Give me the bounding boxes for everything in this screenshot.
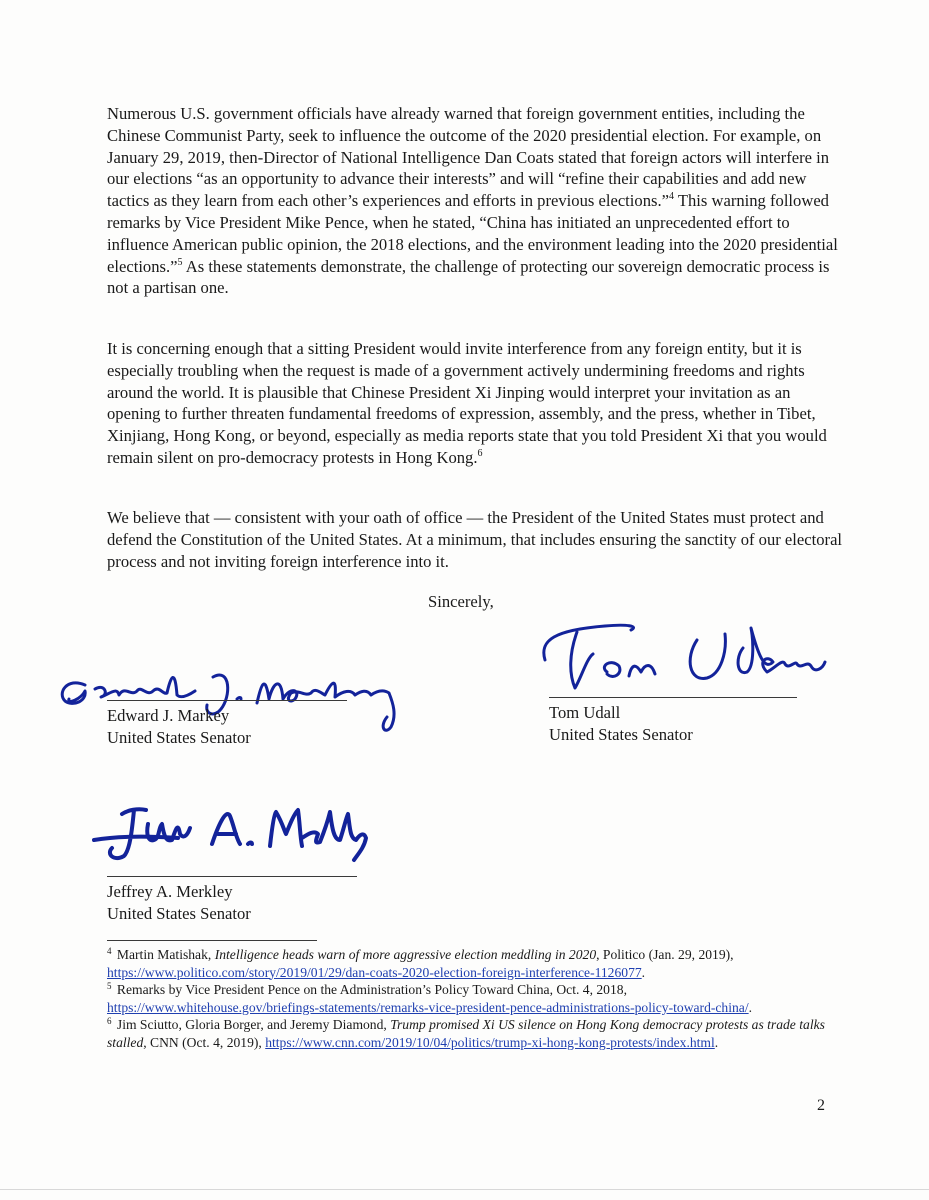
signer-title: United States Senator — [107, 904, 251, 923]
paragraph-text: Numerous U.S. government officials have already warned that foreign government entities, including the Chinese Communist Party, seek to influence the outcome of the 2020 presidential election. For example, on January 29, 2019, then-Director of National Intelligence Dan Coats stated that foreign actors will interfere in our elections “as an opportunity to advance their interests” and will “refine their capabilities and add new tactics as they learn from each other’s experiences and efforts in previous elections.” — [107, 104, 830, 211]
paragraph-text: It is concerning enough that a sitting President would invite interference from any foreign entity, but it is especially troubling when the request is made of a government actively undermining freedoms and rights around the world. It is plausible that Chinese President Xi Jinping would interpret your invitation as an opening to further threaten fundamental freedoms of expression, assembly, and the press, whether in Tibet, Xinjiang, Hong Kong, or beyond, especially as media reports state that you told President Xi that you would remain silent on pro-democracy protests in Hong Kong. — [107, 339, 827, 467]
footnote-number: 5 — [107, 981, 112, 992]
signature-line-markey — [107, 700, 347, 701]
signer-merkley — [107, 881, 251, 925]
footnote-article-title: Trump promised Xi US silence on Hong Kong democracy protests as trade talks stalled — [107, 1017, 825, 1050]
signer-udall — [549, 702, 693, 746]
signature-udall — [535, 618, 835, 698]
signer-name: Edward J. Markey — [107, 706, 230, 725]
footnote-text: Remarks by Vice President Pence on the Administration’s Policy Toward China, Oct. 4, 2018, — [113, 982, 627, 998]
signer-markey — [107, 705, 251, 749]
footnotes — [107, 946, 837, 1052]
paragraph-foreign-influence — [107, 103, 847, 299]
footnote-5 — [107, 981, 837, 1016]
signature-line-udall — [549, 697, 797, 698]
paragraph-china-concern — [107, 338, 847, 469]
paragraph-text: This warning followed remarks by Vice President Mike Pence, when he stated, “China has initiated an unprecedented effort to influence American public opinion, the 2018 elections, and the environment leading into the 2020 presidential elections.” — [107, 191, 838, 276]
paragraph-text: We believe that — consistent with your oath of office — the President of the United States must protect and defend the Constitution of the United States. At a minimum, that includes ensuring the sanctity of our electoral process and not inviting foreign interference into it. — [107, 508, 843, 571]
footnote-number: 4 — [107, 946, 112, 956]
footnote-link[interactable]: https://www.politico.com/story/2019/01/29/dan-coats-2020-election-foreign-interference-1126077 — [107, 964, 642, 980]
footnote-4 — [107, 946, 837, 981]
signature-merkley — [88, 794, 378, 874]
footnote-text: . — [714, 1034, 719, 1050]
footnote-text: , Politico (Jan. 29, 2019), — [596, 947, 734, 962]
signer-title: United States Senator — [549, 725, 693, 744]
footnote-number: 6 — [107, 1016, 112, 1027]
footnote-text: . — [641, 964, 646, 980]
footnote-text: , CNN (Oct. 4, 2019), — [143, 1034, 266, 1050]
footnote-ref-5: 5 — [177, 256, 183, 268]
signer-title: United States Senator — [107, 728, 251, 747]
footnote-6 — [107, 1016, 837, 1051]
footnote-text: Martin Matishak, — [113, 947, 215, 962]
signature-line-merkley — [107, 876, 357, 877]
footnote-ref-6: 6 — [477, 447, 483, 459]
footnote-separator — [107, 940, 317, 941]
footnote-link[interactable]: https://www.whitehouse.gov/briefings-statements/remarks-vice-president-pence-administrations-policy-toward-china/ — [107, 999, 749, 1015]
footnote-link[interactable]: https://www.cnn.com/2019/10/04/politics/trump-xi-hong-kong-protests/index.html — [265, 1034, 715, 1050]
signer-name: Tom Udall — [549, 703, 621, 722]
footnote-ref-4: 4 — [668, 191, 674, 203]
closing: Sincerely, — [428, 592, 494, 611]
footnote-text: . — [748, 999, 753, 1015]
paragraph-text: As these statements demonstrate, the challenge of protecting our sovereign democratic process is not a partisan one. — [107, 256, 830, 298]
footnote-text: Jim Sciutto, Gloria Borger, and Jeremy Diamond, — [113, 1017, 391, 1033]
paragraph-oath-of-office — [107, 507, 847, 572]
footnote-article-title: Intelligence heads warn of more aggressive election meddling in 2020 — [214, 947, 597, 962]
scan-edge — [0, 1189, 929, 1190]
signer-name: Jeffrey A. Merkley — [107, 882, 233, 901]
page-number: 2 — [817, 1097, 825, 1114]
